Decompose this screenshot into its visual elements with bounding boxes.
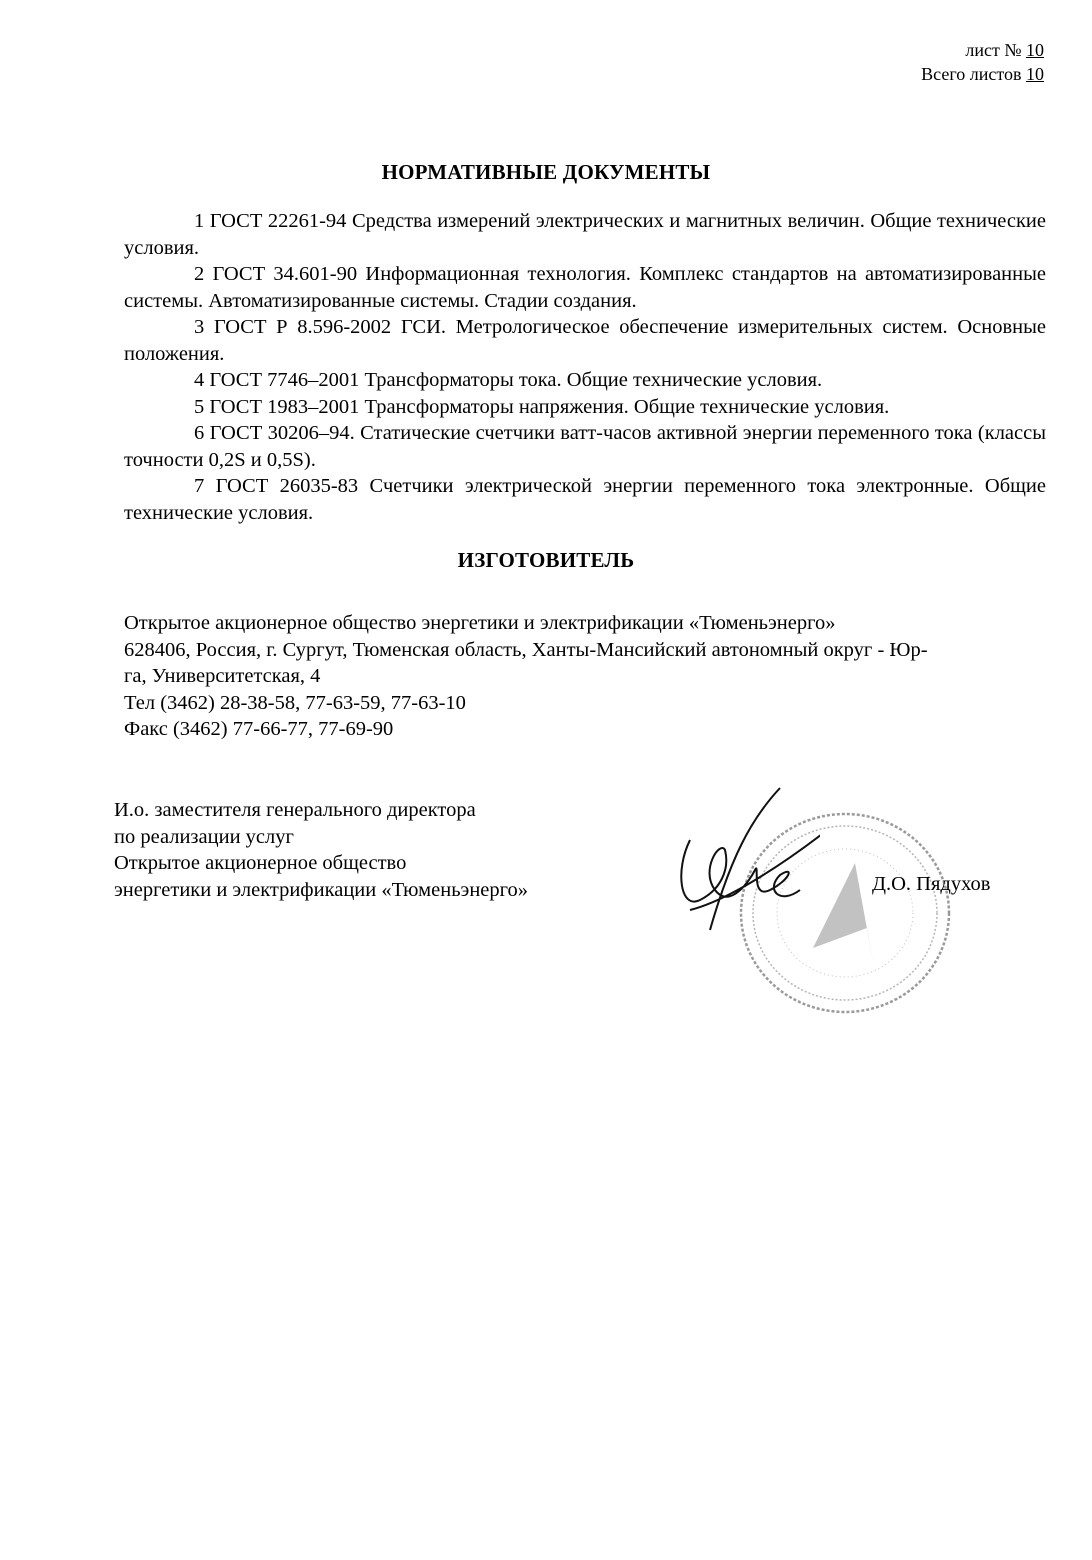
manufacturer-heading: ИЗГОТОВИТЕЛЬ	[457, 548, 635, 572]
manufacturer-address-1: 628406, Россия, г. Сургут, Тюменская область, Ханты-Мансийский автономный округ - Юр-	[124, 638, 928, 661]
normative-item: 4 ГОСТ 7746–2001 Трансформаторы тока. Общие технические условия.	[194, 369, 823, 391]
normative-item: 3 ГОСТ Р 8.596-2002 ГСИ. Метрологическое обеспечение измерительных систем. Основные положения.	[124, 316, 1046, 365]
normative-heading: НОРМАТИВНЫЕ ДОКУМЕНТЫ	[381, 160, 711, 184]
signatory-line: энергетики и электрификации «Тюменьэнерго»	[114, 878, 529, 901]
manufacturer-fax: Факс (3462) 77-66-77, 77-69-90	[124, 718, 394, 740]
sheet-info	[921, 38, 1044, 86]
signatory-line: И.о. заместителя генерального директора	[114, 799, 476, 821]
normative-item: 2 ГОСТ 34.601-90 Информационная технология. Комплекс стандартов на автоматизированные системы. Автоматизированные системы. Стадии создания.	[124, 263, 1046, 312]
signatory-title	[114, 797, 528, 903]
signatory-line: по реализации услуг	[114, 825, 294, 848]
page-number-line	[921, 38, 1044, 62]
normative-item: 5 ГОСТ 1983–2001 Трансформаторы напряжения. Общие технические условия.	[194, 395, 890, 418]
normative-item: 7 ГОСТ 26035-83 Счетчики электрической энергии переменного тока электронные. Общие технические условия.	[124, 475, 1046, 524]
total-pages: 10	[1026, 64, 1044, 84]
manufacturer-address-2: га, Университетская, 4	[124, 665, 321, 687]
normative-list	[124, 208, 1046, 526]
signer-name: Д.О. Пядухов	[872, 873, 991, 895]
page-label: лист №	[965, 40, 1022, 60]
normative-item: 6 ГОСТ 30206–94. Статические счетчики ватт-часов активной энергии переменного тока (классы точности 0,2S и 0,5S).	[124, 422, 1046, 471]
manufacturer-info	[124, 610, 1046, 743]
total-label: Всего листов	[921, 64, 1022, 84]
manufacturer-phone: Тел (3462) 28-38-58, 77-63-59, 77-63-10	[124, 691, 466, 714]
normative-item: 1 ГОСТ 22261-94 Средства измерений электрических и магнитных величин. Общие технические условия.	[124, 210, 1046, 259]
total-pages-line	[921, 62, 1044, 86]
manufacturer-name: Открытое акционерное общество энергетики и электрификации «Тюменьэнерго»	[124, 612, 836, 634]
page-number: 10	[1026, 40, 1044, 60]
signature-icon	[670, 780, 820, 950]
signatory-line: Открытое акционерное общество	[114, 852, 407, 874]
